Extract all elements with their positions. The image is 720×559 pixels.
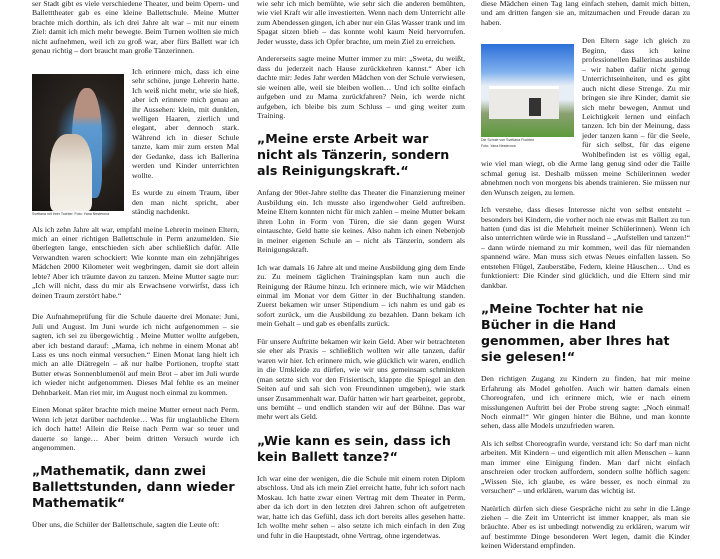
photo-caption: Die Schule von Svetlana Fuchten	[481, 138, 535, 143]
figure-school-building	[481, 44, 574, 149]
article-column-2	[257, 0, 465, 548]
paragraph: ser Stadt gibt es viele verschiedene Theater, und beim Opern- und Balletttheater gab es eine kleine Ballettschule. Meine Mutter brachte mich dorthin, als ich drei Jahre alt war – mit nur einem Ziel: damit ich mich mehr bewegte. Beim Turnen wollten sie mich nicht aufnehmen, weil ich zu groß war, aber fürs Ballett war ich genau richtig – dort braucht man große Tänzerinnen.	[32, 0, 239, 56]
paragraph: Den Eltern sage ich gleich zu Beginn, dass ich keine professionellen Ballerinas ausbilde – wir haben dafür nicht genug Unterrichtseinheiten, und es gibt auch nicht diese Strenge. Zu mir bringen sie ihre Kinder, damit sie sich mehr bewegen, Anmut und Leichtigkeit lernen und einfach tanzen. Ich bin der Meinung, dass jeder tanzen kann – für die Seele, für sich selbst, für das eigene Wohlbefinden ist es völlig egal, wie viel man wiegt, ob die Arme lang genug sind oder die Taille schmal genug ist. Deshalb müssen meine Schülerinnen weder abnehmen noch von morgens bis abends trainieren. Sie müssen nur den Wunsch zeigen, zu lernen.	[481, 36, 690, 197]
article-column-3	[481, 0, 690, 559]
paragraph: Ich erinnere mich, dass ich eine sehr schöne, junge Lehrerin hatte. Ich weiß nicht mehr, wie sie hieß, aber ich erinnere mich genau an ihr Aussehen: klein, mit dunklen, welligen Haaren, zierlich und elegant, aber dennoch stark. Während ich in dieser Schule tanzte, kam mir zum ersten Mal der Gedanke, dass ich Ballerina werden und Kinder unterrichten wollte.	[132, 66, 239, 180]
paragraph: Den richtigen Zugang zu Kindern zu finden, hat mir meine Erfahrung als Model geholfen. Auch wir hatten damals einen Choreografen, und ich erinnere mich, wie er nach einem misslungenen Auftritt bei der Probe streng sagte: „Noch einmal! Noch einmal!“ Wir gingen hinter die Bühne, und man konnte sehen, dass alle Models unzufrieden waren.	[481, 374, 690, 431]
paragraph: Ich war eine der wenigen, die die Schule mit einem roten Diplom abschloss. Und als ich mein Ziel erreicht hatte, fuhr ich sofort nach Moskau. Ich hatte zwar einen Vertrag mit dem Theater in Perm, aber da ich dort in den letzten drei Jahren schon oft aufgetreten war, hatte ich das Gefühl, dass ich dort bereits alles gesehen hatte. Ich wollte mehr sehen – also setzte ich mich einfach in den Zug und fuhr in die Hauptstadt, ohne Vertrag, ohne irgendetwas.	[257, 473, 465, 540]
photo-school-building	[481, 44, 574, 137]
paragraph: Die Aufnahmeprüfung für die Schule dauerte drei Monate: Juni, Juli und August. Im Juni wurde ich nicht aufgenommen – sie sagten, ich sei zu übergewichtig . Meine Mutter wollte aufgeben, aber ich bestand darauf: „Mama, ich nehme in einem Monat ab! Lass es uns noch einmal versuchen.“ Einen Monat lang hielt ich mich an alle Diätregeln – aß nur halbe Portionen, tropfte statt Butter etwas Sonnenblumenöl auf mein Brot – aber im Juli wurde ich wieder nicht aufgenommen. Dieses Mal fehlte es an meiner Dehnbarkeit. Man riet mir, im August noch einmal zu kommen.	[32, 312, 239, 397]
photo-ballerina-with-daughter	[32, 74, 124, 211]
section-heading: „Wie kann es sein, dass ich kein Ballett tanze?“	[257, 432, 451, 464]
section-heading: „Meine Tochter hat nie Bücher in die Hand genommen, aber Ihres hat sie gelesen!“	[481, 301, 670, 365]
paragraph: diese Mädchen einen Tag lang einfach stehen, damit mich bitten, und am dritten fangen sie an, mitzumachen und Freude daran zu haben.	[481, 0, 690, 27]
paragraph: Es wurde zu einem Traum, über den man nicht spricht, aber ständig nachdenkt.	[132, 188, 239, 217]
paragraph: Für unsere Auftritte bekamen wir kein Geld. Aber wir betrachteten sie eher als Praxis – schließlich wollten wir alle tanzen, dafür waren wir hier. Ich erinnere mich, wie glücklich wir waren, endlich in die Umkleide zu dürfen, wie wir uns gemeinsam schminkten (man setzte sich vor den Frisiertisch, klappte die Spiegel an den Seiten auf und sah sich von Freundinnen umgeben), wie stark unser Zusammenhalt war. Dafür hatten wir hart gearbeitet, geprobt, uns bemüht – und endlich standen wir auf der Bühne. Das war mehr wert als Geld.	[257, 336, 465, 422]
paragraph: Als ich selbst Choreografin wurde, verstand ich: So darf man nicht arbeiten. Mit Kindern – und eigentlich mit allen Menschen – kann man immer eine Einigung finden. Man darf nicht einfach anschreien oder trocken auffordern, sondern sollte höflich sagen: „Wissen Sie, ich glaube, es wäre besser, es noch einmal zu versuchen“ – und erklären, warum das wichtig ist.	[481, 438, 690, 496]
paragraph: Über uns, die Schüler der Ballettschule, sagten die Leute oft:	[32, 520, 220, 530]
paragraph: Einen Monat später brachte mich meine Mutter erneut nach Perm. Wenn ich jetzt darüber nachdenke… Was für unglaubliche Eltern ich doch hatte! Allein die Reise nach Perm war so teuer und dauerte so lange… Aber beim dritten Versuch wurde ich angenommen.	[32, 405, 239, 453]
paragraph: Anfang der 90er-Jahre stellte das Theater die Finanzierung meiner Ausbildung ein. Ich musste also irgendwoher Geld auftreiben. Meine Eltern konnten nicht für mich zahlen – meine Mutter bekam ihren Lohn in Form von Türen, die sie dann gegen Wurst eintauschte, Geld hatte sie keines. Also nahm ich einen Nebenjob in meiner eigenen Schule an – nicht als Tänzerin, sondern als Reinigungskraft.	[257, 188, 465, 255]
section-heading: „Meine erste Arbeit war nicht als Tänzerin, sondern als Reinigungskraft.“	[257, 131, 450, 179]
section-heading: „Mathematik, dann zwei Ballettstunden, dann wieder Mathematik“	[32, 463, 235, 511]
photo-credit: Foto: Yana Nesterova	[481, 144, 516, 149]
photo-caption: Svetlana mit ihrer Tochter. Foto: Yana Nesterova	[32, 211, 110, 216]
paragraph: Ich verstehe, dass dieses Interesse nicht von selbst entsteht – besonders bei Kindern, die vorher noch nie etwas mit Ballett zu tun hatten (und das ist die Mehrheit meiner Schülerinnen). Wenn ich also unterrichten würde wie in Russland – „Aufstellen und tanzen!“ – dann würde niemand zu mir kommen, weil das für niemanden spannend wäre. Man muss sich etwas Neues einfallen lassen. So entstehen Flügel, Zauberstäbe, Federn, kleine Häuschen… Und es funktioniert: Die Kinder sind glücklich, und die Eltern sind mir dankbar.	[481, 205, 690, 290]
paragraph: Als ich zehn Jahre alt war, empfahl meine Lehrerin meinen Eltern, mich an einer richtigen Ballettschule in Perm anzumelden. Sie überlegten lange, entschieden sich aber schließlich dafür. Alle Verwandten waren schockiert: Wie konnte man ein zehnjähriges Mädchen 2000 Kilometer weit wegbringen, damit sie dort allein lebte? Aber ich träumte davon zu tanzen. Meine Mutter sagte nur: „Ich will nicht, dass du mir als Erwachsene vorwirfst, dass ich deinen Traum zerstört habe.“	[32, 224, 239, 300]
paragraph: Andererseits sagte meine Mutter immer zu mir: „Sweta, du weißt, dass du jederzeit nach Hause zurückkehren kannst.“ Aber ich dachte mir: Jedes Jahr werden Mädchen von der Schule verwiesen, sie weinen alle, weil sie bleiben wollen… Und ich sollte einfach aufgeben und zu Mama zurückfahren? Nein, ich werde nicht aufgeben, ich bleibe bis zum Schluss – und ging weiter zum Training.	[257, 54, 465, 120]
paragraph: Ich war damals 16 Jahre alt und meine Ausbildung ging dem Ende zu. Zu meinem täglichen Trainingsplan kam nun auch die Reinigung der Räume hinzu. Ich erinnere mich, wie wir Mädchen einmal im Monat vor dem Gitter in der Buchhaltung standen. Zuerst bekamen wir unser Stipendium – ich nahm es und gab es sofort zurück, um die Ausbildung zu bezahlen. Dann bekam ich mein Gehalt – und gab es ebenfalls zurück.	[257, 262, 465, 329]
paragraph: Natürlich dürfen sich diese Gespräche nicht zu sehr in die Länge ziehen – die Zeit im Unterricht ist immer knapper, als man sie bräuchte. Aber es ist unbedingt notwendig zu erklären, warum wir auf bestimmte Dinge besonderen Wert legen, damit die Kinder keinen Widerstand empfinden.	[481, 503, 690, 551]
article-column-1	[32, 0, 239, 538]
figure-mother-daughter	[32, 74, 124, 217]
paragraph: wie sehr ich mich bemühte, wie sehr sich die anderen bemühten, wie viel Kraft wir alle investierten. Wenn nach dem Unterricht alle zum Abendessen gingen, ich aber nur ein Glas Wasser trank und im Spagat sitzen blieb – das konnte wohl kaum Neid hervorrufen. Jeder wusste, dass ich Opfer brachte, um mein Ziel zu erreichen.	[257, 0, 465, 46]
